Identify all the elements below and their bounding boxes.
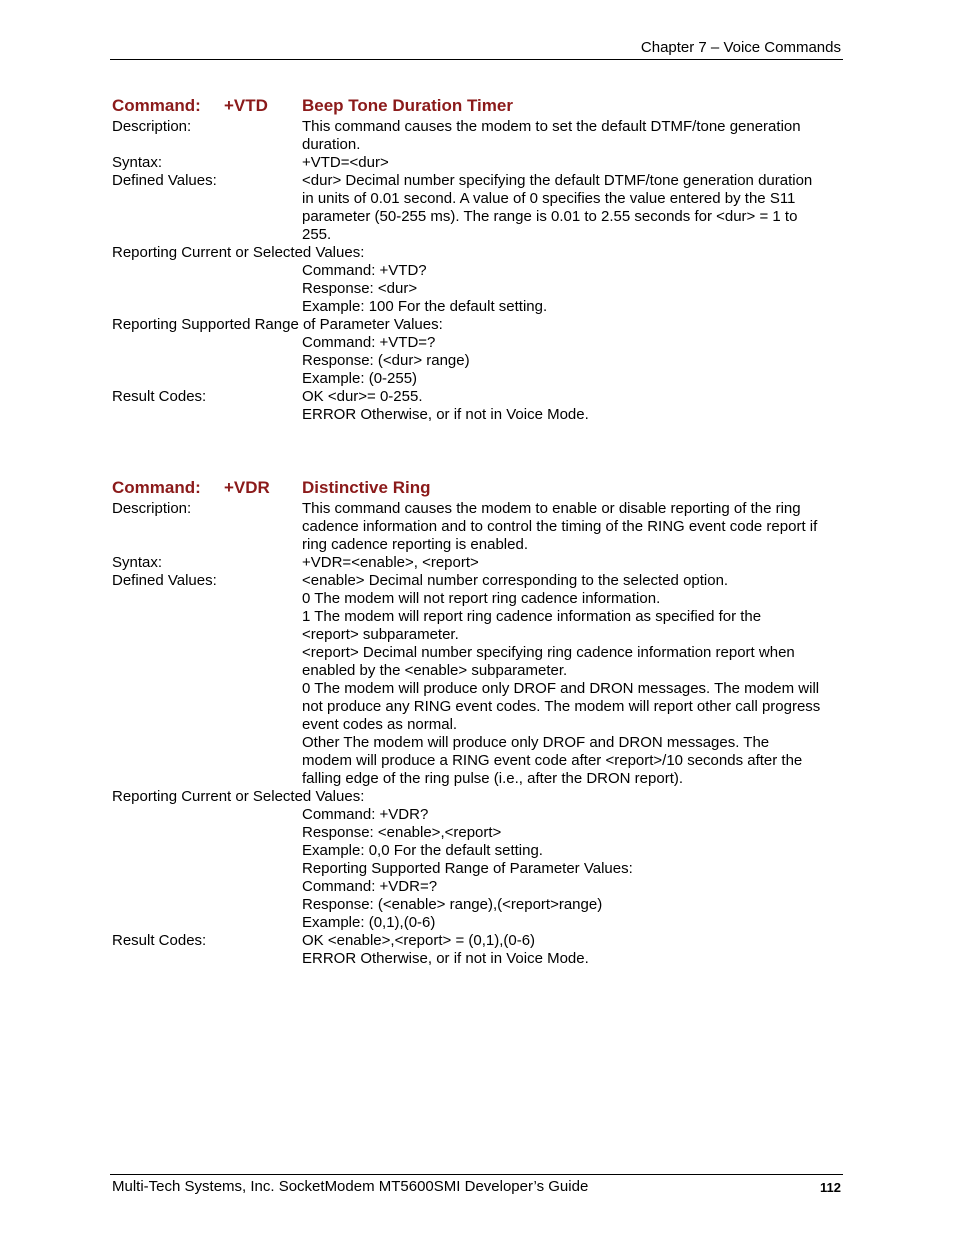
text-line: duration. bbox=[302, 136, 361, 153]
page-footer bbox=[110, 1174, 843, 1195]
result-codes-row bbox=[112, 388, 847, 424]
reporting-current-heading bbox=[112, 244, 847, 262]
text-line: falling edge of the ring pulse (i.e., after the DRON report). bbox=[302, 770, 684, 787]
command-heading bbox=[112, 478, 847, 500]
description-row bbox=[112, 118, 847, 154]
text-line: Response: (<enable> range),(<report>range) bbox=[302, 896, 603, 913]
text-line: Example: 100 For the default setting. bbox=[302, 298, 548, 315]
syntax-label: Syntax: bbox=[112, 154, 163, 171]
text-line: Response: <dur> bbox=[302, 280, 418, 297]
text-line: not produce any RING event codes. The modem will report other call progress bbox=[302, 698, 821, 715]
text-line: enabled by the <enable> subparameter. bbox=[302, 662, 568, 679]
section-spacer bbox=[112, 424, 847, 478]
command-label: Command: bbox=[112, 96, 201, 115]
command-label: Command: bbox=[112, 478, 201, 497]
text-line: This command causes the modem to enable or disable reporting of the ring bbox=[302, 500, 801, 517]
text-line: Response: <enable>,<report> bbox=[302, 824, 502, 841]
defined-values-row bbox=[112, 572, 847, 788]
syntax-value: +VTD=<dur> bbox=[302, 154, 389, 171]
reporting-current-heading bbox=[112, 788, 847, 806]
text-line: <report> Decimal number specifying ring cadence information report when bbox=[302, 644, 795, 661]
defined-values-text bbox=[302, 572, 847, 788]
text-line: Other The modem will produce only DROF and DRON messages. The bbox=[302, 734, 770, 751]
reporting-current-values bbox=[112, 262, 847, 316]
text-line: 0 The modem will produce only DROF and DRON messages. The modem will bbox=[302, 680, 820, 697]
reporting-supported-values bbox=[112, 334, 847, 388]
defined-values-label: Defined Values: bbox=[112, 572, 217, 589]
result-codes-label: Result Codes: bbox=[112, 932, 207, 949]
reporting-supported-heading bbox=[112, 316, 847, 334]
command-code: +VDR bbox=[224, 478, 270, 497]
defined-values-row bbox=[112, 172, 847, 244]
result-codes-label: Result Codes: bbox=[112, 388, 207, 405]
command-heading bbox=[112, 96, 847, 118]
text-line: <report> subparameter. bbox=[302, 626, 459, 643]
command-section-vdr bbox=[112, 478, 847, 968]
description-row bbox=[112, 500, 847, 554]
reporting-current-label: Reporting Current or Selected Values: bbox=[112, 244, 365, 261]
command-code: +VTD bbox=[224, 96, 268, 115]
text-line: cadence information and to control the timing of the RING event code report if bbox=[302, 518, 818, 535]
text-line: modem will produce a RING event code after <report>/10 seconds after the bbox=[302, 752, 803, 769]
defined-values-label: Defined Values: bbox=[112, 172, 217, 189]
text-line: 1 The modem will report ring cadence information as specified for the bbox=[302, 608, 762, 625]
syntax-label: Syntax: bbox=[112, 554, 163, 571]
reporting-current-label: Reporting Current or Selected Values: bbox=[112, 788, 365, 805]
text-line: Example: (0-255) bbox=[302, 370, 418, 387]
reporting-supported-label: Reporting Supported Range of Parameter Values: bbox=[112, 316, 443, 333]
text-line: Response: (<dur> range) bbox=[302, 352, 470, 369]
text-line: event codes as normal. bbox=[302, 716, 458, 733]
description-text bbox=[302, 500, 847, 554]
text-line: Command: +VDR=? bbox=[302, 878, 438, 895]
text-line: ERROR Otherwise, or if not in Voice Mode. bbox=[302, 950, 589, 967]
command-title: Beep Tone Duration Timer bbox=[302, 96, 513, 115]
text-line: This command causes the modem to set the default DTMF/tone generation bbox=[302, 118, 801, 135]
text-line: Command: +VDR? bbox=[302, 806, 429, 823]
command-section-vtd bbox=[112, 96, 847, 424]
page-number: 112 bbox=[820, 1180, 841, 1195]
text-line: OK <dur>= 0-255. bbox=[302, 388, 423, 405]
description-text bbox=[302, 118, 847, 154]
defined-values-text bbox=[302, 172, 847, 244]
page-content bbox=[112, 96, 847, 968]
text-line: Command: +VTD? bbox=[302, 262, 427, 279]
page-header bbox=[110, 38, 843, 60]
text-line: 255. bbox=[302, 226, 332, 243]
text-line: Example: 0,0 For the default setting. bbox=[302, 842, 543, 859]
result-codes-row bbox=[112, 932, 847, 968]
text-line: ERROR Otherwise, or if not in Voice Mode. bbox=[302, 406, 589, 423]
syntax-row bbox=[112, 154, 847, 172]
syntax-value: +VDR=<enable>, <report> bbox=[302, 554, 479, 571]
text-line: Reporting Supported Range of Parameter Values: bbox=[302, 860, 633, 877]
text-line: ring cadence reporting is enabled. bbox=[302, 536, 528, 553]
description-label: Description: bbox=[112, 500, 192, 517]
text-line: 0 The modem will not report ring cadence information. bbox=[302, 590, 661, 607]
footer-text: Multi-Tech Systems, Inc. SocketModem MT5600SMI Developer’s Guide bbox=[112, 1178, 589, 1195]
description-label: Description: bbox=[112, 118, 192, 135]
reporting-current-values bbox=[112, 806, 847, 932]
text-line: <dur> Decimal number specifying the default DTMF/tone generation duration bbox=[302, 172, 813, 189]
text-line: Example: (0,1),(0-6) bbox=[302, 914, 436, 931]
syntax-row bbox=[112, 554, 847, 572]
text-line: Command: +VTD=? bbox=[302, 334, 436, 351]
text-line: parameter (50-255 ms). The range is 0.01 to 2.55 seconds for <dur> = 1 to bbox=[302, 208, 798, 225]
command-title: Distinctive Ring bbox=[302, 478, 431, 497]
text-line: <enable> Decimal number corresponding to the selected option. bbox=[302, 572, 729, 589]
chapter-title: Chapter 7 – Voice Commands bbox=[640, 39, 841, 56]
text-line: in units of 0.01 second. A value of 0 specifies the value entered by the S11 bbox=[302, 190, 796, 207]
text-line: OK <enable>,<report> = (0,1),(0-6) bbox=[302, 932, 536, 949]
